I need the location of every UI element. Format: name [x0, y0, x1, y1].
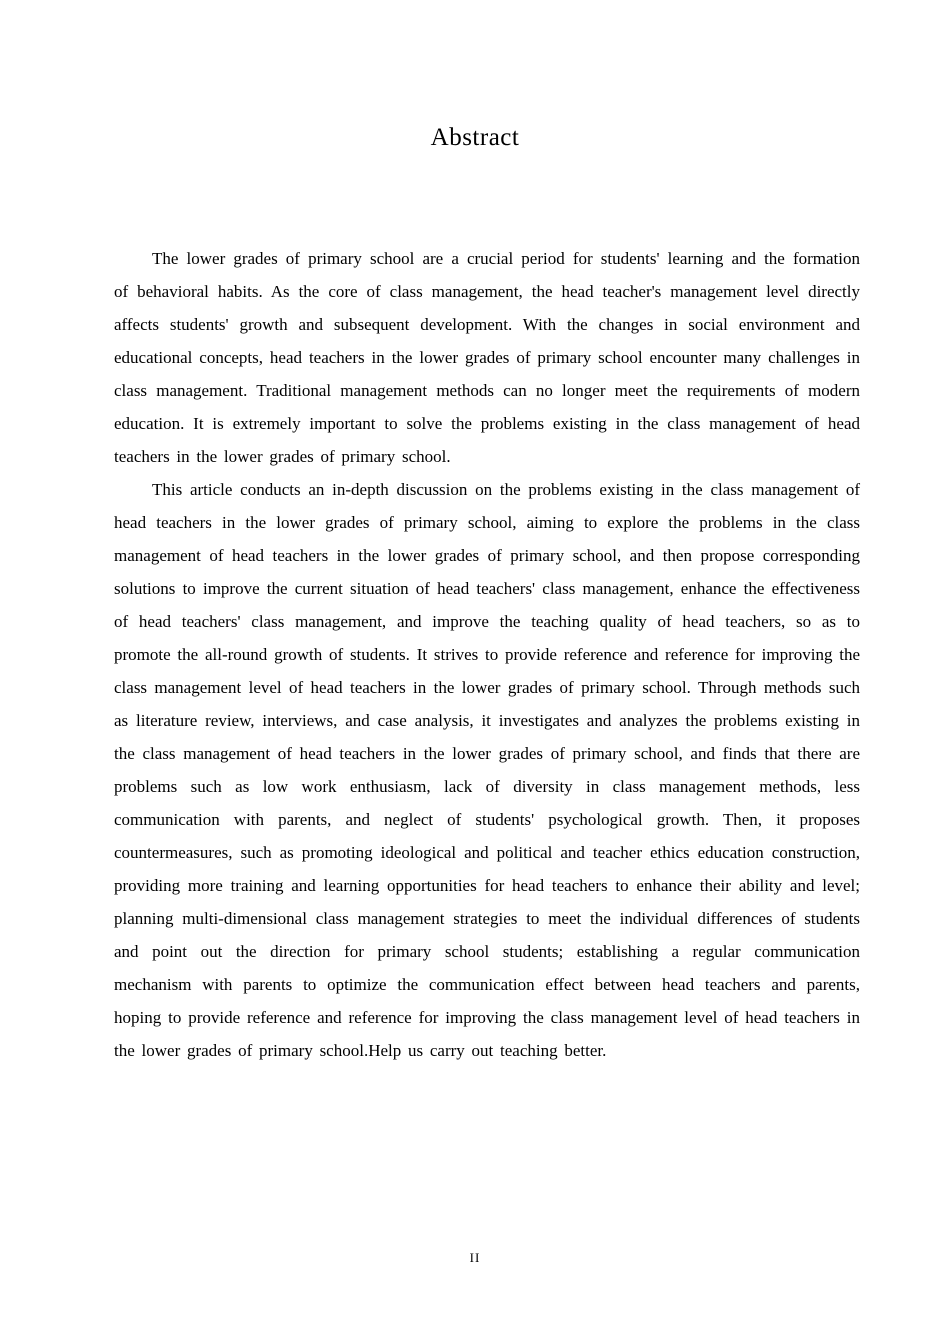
abstract-title: Abstract — [430, 124, 520, 151]
abstract-body — [0, 242, 950, 1067]
abstract-paragraph-1: The lower grades of primary school are a crucial period for students' learning and the formation of behavioral habits. As the core of class management, the head teacher's management level directly affects students' growth and subsequent development. With the changes in social environment and educational concepts, head teachers in the lower grades of primary school encounter many challenges in class management. Traditional management methods can no longer meet the requirements of modern education. It is extremely important to solve the problems existing in the class management of head teachers in the lower grades of primary school. — [114, 249, 860, 466]
page-number: II — [469, 1250, 481, 1265]
abstract-paragraph-2: This article conducts an in-depth discussion on the problems existing in the class management of head teachers in the lower grades of primary school, aiming to explore the problems in the class management of head teachers in the lower grades of primary school, and then propose corresponding solutions to improve the current situation of head teachers' class management, enhance the effectiveness of head teachers' class management, and improve the teaching quality of head teachers, so as to promote the all-round growth of students. It strives to provide reference and reference for improving the class management level of head teachers in the lower grades of primary school. Through methods such as literature review, interviews, and case analysis, it investigates and analyzes the problems existing in the class management of head teachers in the lower grades of primary school, and finds that there are problems such as low work enthusiasm, lack of diversity in class management methods, less communication with parents, and neglect of students' psychological growth. Then, it proposes countermeasures, such as promoting ideological and political and teacher ethics education construction, providing more training and learning opportunities for head teachers to enhance their ability and level; planning multi-dimensional class management strategies to meet the individual differences of students and point out the direction for primary school students; establishing a regular communication mechanism with parents to optimize the communication effect between head teachers and parents, hoping to provide reference and reference for improving the class management level of head teachers in the lower grades of primary school.Help us carry out teaching better. — [114, 480, 860, 1060]
